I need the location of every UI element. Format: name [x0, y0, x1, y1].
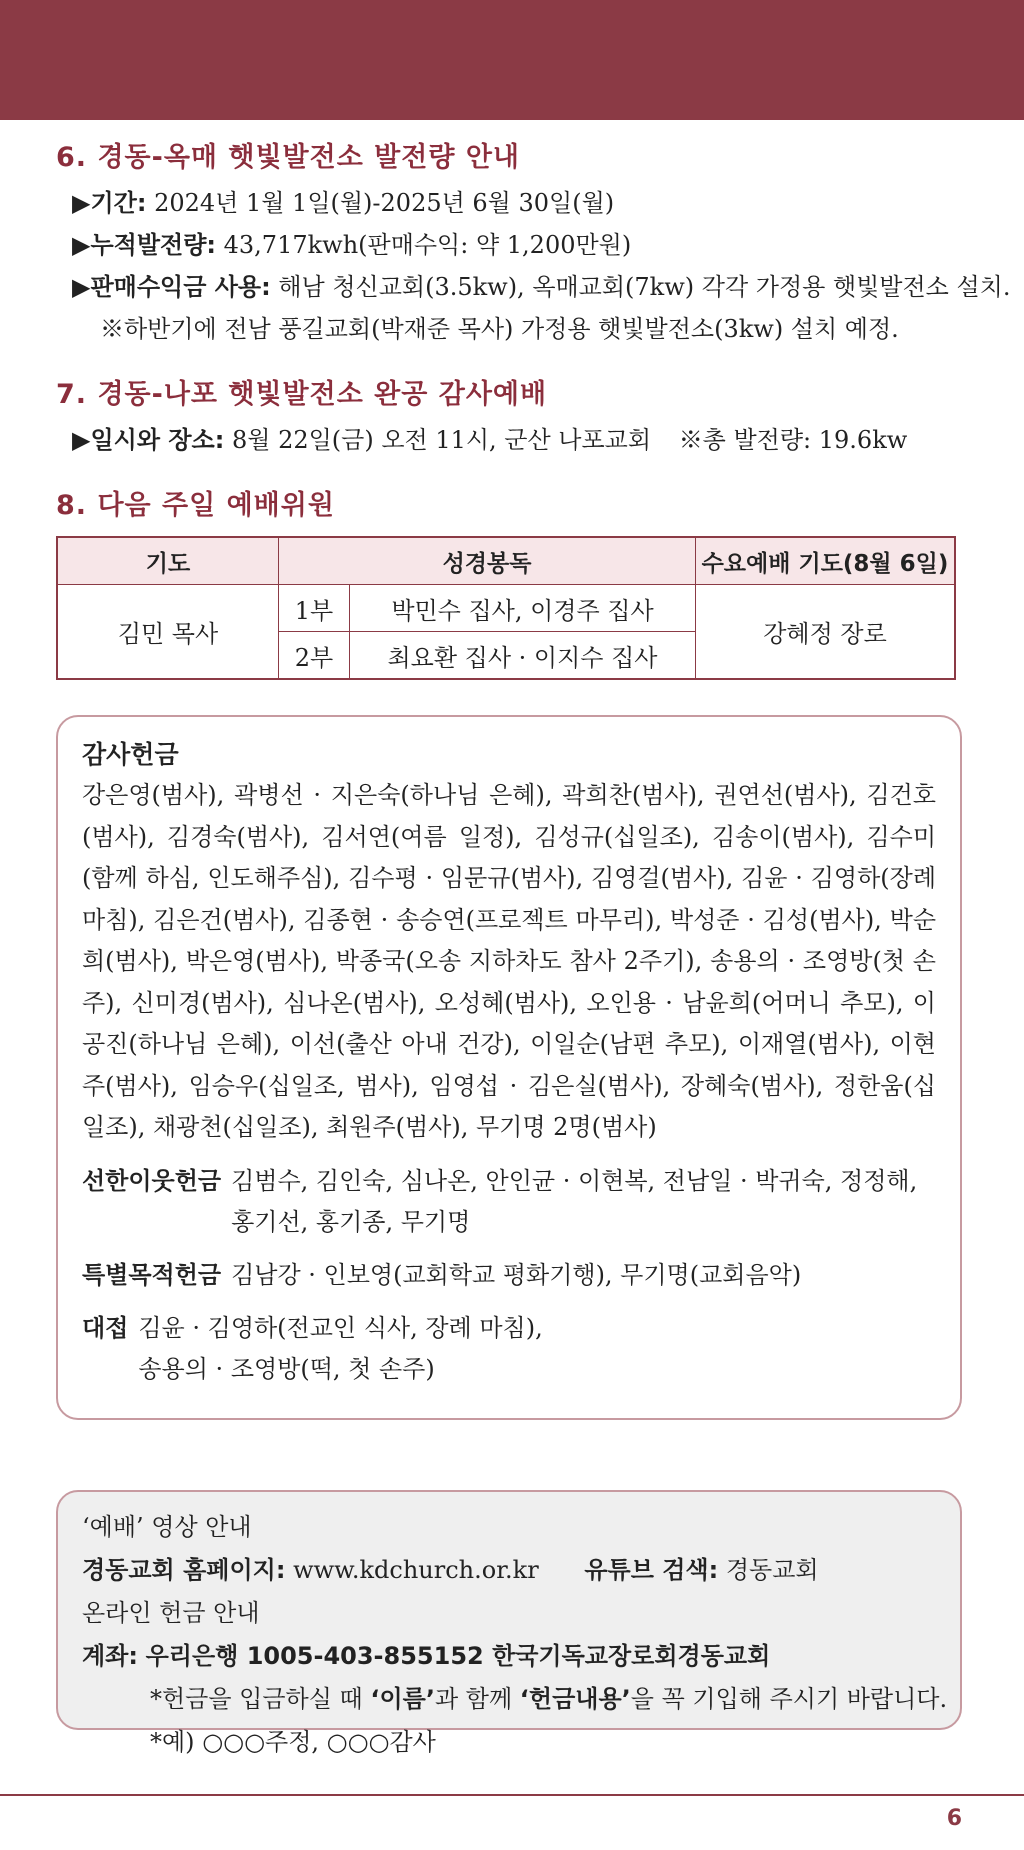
period-label: ▶기간: [72, 189, 147, 217]
table-row [57, 585, 955, 632]
thanks-offering-title: 감사헌금 [82, 740, 179, 769]
header-wednesday: 수요예배 기도(8월 6일) [696, 537, 956, 585]
part-cell: 1부 [279, 585, 350, 632]
account-value: 우리은행 1005-403-855152 한국기독교장로회경동교회 [145, 1642, 771, 1670]
thanks-offering-list: 강은영(범사), 곽병선 · 지은숙(하나님 은혜), 곽희찬(범사), 권연선(범사), 김건호(범사), 김경숙(범사), 김서연(여름 일정), 김성규(십일조), 김송이(범사), 김수미(함께 하심, 인도해주심), 김수평 · 임문규(범사), 김영걸(범사), 김윤 · 김영하(장례 마침), 김은건(범사), 김종현 · 송승연(프로젝트 마무리), 박성준 · 김성(범사), 박순희(범사), 박은영(범사), 박종국(오송 지하차도 참사 2주기), 송용의 · 조영방(첫 손주), 신미경(범사), 심나온(범사), 오성혜(범사), 오인용 · 남윤희(어머니 추모), 이공진(하나님 은혜), 이선(출산 아내 건강), 이일순(남편 추모), 이재열(범사), 이현주(범사), 임승우(십일조, 범사), 임영섭 · 김은실(범사), 장혜숙(범사), 정한움(십일조), 채광천(십일조), 최원주(범사), 무기명 2명(범사) [82, 781, 936, 1141]
homepage-line [82, 1549, 936, 1592]
note-text: 을 꼭 기입해 주시기 바랍니다. [630, 1685, 948, 1713]
treat-line-1: 김윤 · 김영하(전교인 식사, 장례 마침), [138, 1313, 543, 1342]
treat-line-2: 송용의 · 조영방(떡, 첫 손주) [138, 1354, 435, 1383]
table-header-row [57, 537, 955, 585]
section-7-schedule [56, 419, 968, 461]
header-reading: 성경봉독 [279, 537, 696, 585]
note-content: ‘헌금내용’ [519, 1685, 631, 1713]
section-6-total [56, 224, 968, 266]
section-6-period [56, 182, 968, 224]
video-info-title: ‘예배’ 영상 안내 [82, 1513, 252, 1541]
note-name: ‘이름’ [370, 1685, 435, 1713]
special-offering [82, 1255, 936, 1296]
section-8-title: 8. 다음 주일 예배위원 [56, 490, 335, 521]
special-offering-label: 특별목적헌금 [82, 1260, 222, 1289]
online-offering-title: 온라인 헌금 안내 [82, 1599, 260, 1627]
page-number: 6 [946, 1806, 962, 1831]
account-label: 계좌: [82, 1642, 138, 1670]
schedule-note: ※총 발전량: 19.6kw [678, 426, 908, 454]
info-box [56, 1490, 962, 1756]
announcements [56, 135, 1011, 680]
prayer-cell: 김민 목사 [57, 585, 279, 680]
header-band [0, 0, 1024, 120]
section-7-title: 7. 경동-나포 햇빛발전소 완공 감사예배 [56, 379, 548, 410]
offerings-box [56, 715, 962, 1420]
wednesday-cell: 강혜정 장로 [696, 585, 956, 680]
use-value: 해남 청신교회(3.5kw), 옥매교회(7kw) 각각 가정용 햇빛발전소 설치. [278, 273, 1011, 301]
account-line [82, 1635, 936, 1678]
youtube-value: 경동교회 [725, 1556, 819, 1584]
special-offering-list: 김남강 · 인보영(교회학교 평화기행), 무기명(교회음악) [231, 1260, 802, 1289]
example-text: ○○○주정, ○○○감사 [194, 1728, 436, 1756]
total-label: ▶누적발전량: [72, 231, 216, 259]
names-cell: 최요환 집사 · 이지수 집사 [350, 632, 696, 680]
section-6-title: 6. 경동-옥매 햇빛발전소 발전량 안내 [56, 142, 520, 173]
note-text: *헌금을 입금하실 때 [150, 1685, 371, 1713]
example-note [82, 1721, 936, 1764]
part-cell: 2부 [279, 632, 350, 680]
section-6-note: ※하반기에 전남 풍길교회(박재준 목사) 가정용 햇빛발전소(3kw) 설치 예정. [100, 315, 899, 343]
treat-label: 대접 [82, 1313, 129, 1342]
total-value: 43,717kwh(판매수익: 약 1,200만원) [223, 231, 632, 259]
header-prayer: 기도 [57, 537, 279, 585]
treat-offering [82, 1308, 936, 1390]
schedule-value: 8월 22일(금) 오전 11시, 군산 나포교회 [231, 426, 652, 454]
footer-rule [0, 1794, 1024, 1796]
deposit-note [82, 1678, 948, 1721]
names-cell: 박민수 집사, 이경주 집사 [350, 585, 696, 632]
example-label: *예) [150, 1728, 195, 1756]
neighbor-offering-list: 김범수, 김인숙, 심나온, 안인균 · 이현복, 전남일 · 박귀숙, 정정해, 홍기선, 홍기종, 무기명 [231, 1166, 918, 1236]
worship-duty-table [56, 536, 956, 680]
period-value: 2024년 1월 1일(월)-2025년 6월 30일(월) [154, 189, 615, 217]
schedule-label: ▶일시와 장소: [72, 426, 225, 454]
homepage-label: 경동교회 홈페이지: [82, 1556, 286, 1584]
homepage-link[interactable]: www.kdchurch.or.kr [293, 1556, 539, 1584]
neighbor-offering-label: 선한이웃헌금 [82, 1166, 222, 1195]
note-text: 과 함께 [434, 1685, 520, 1713]
neighbor-offering [82, 1161, 936, 1243]
use-label: ▶판매수익금 사용: [72, 273, 271, 301]
section-6-use [56, 266, 1011, 308]
youtube-label: 유튜브 검색: [584, 1556, 719, 1584]
